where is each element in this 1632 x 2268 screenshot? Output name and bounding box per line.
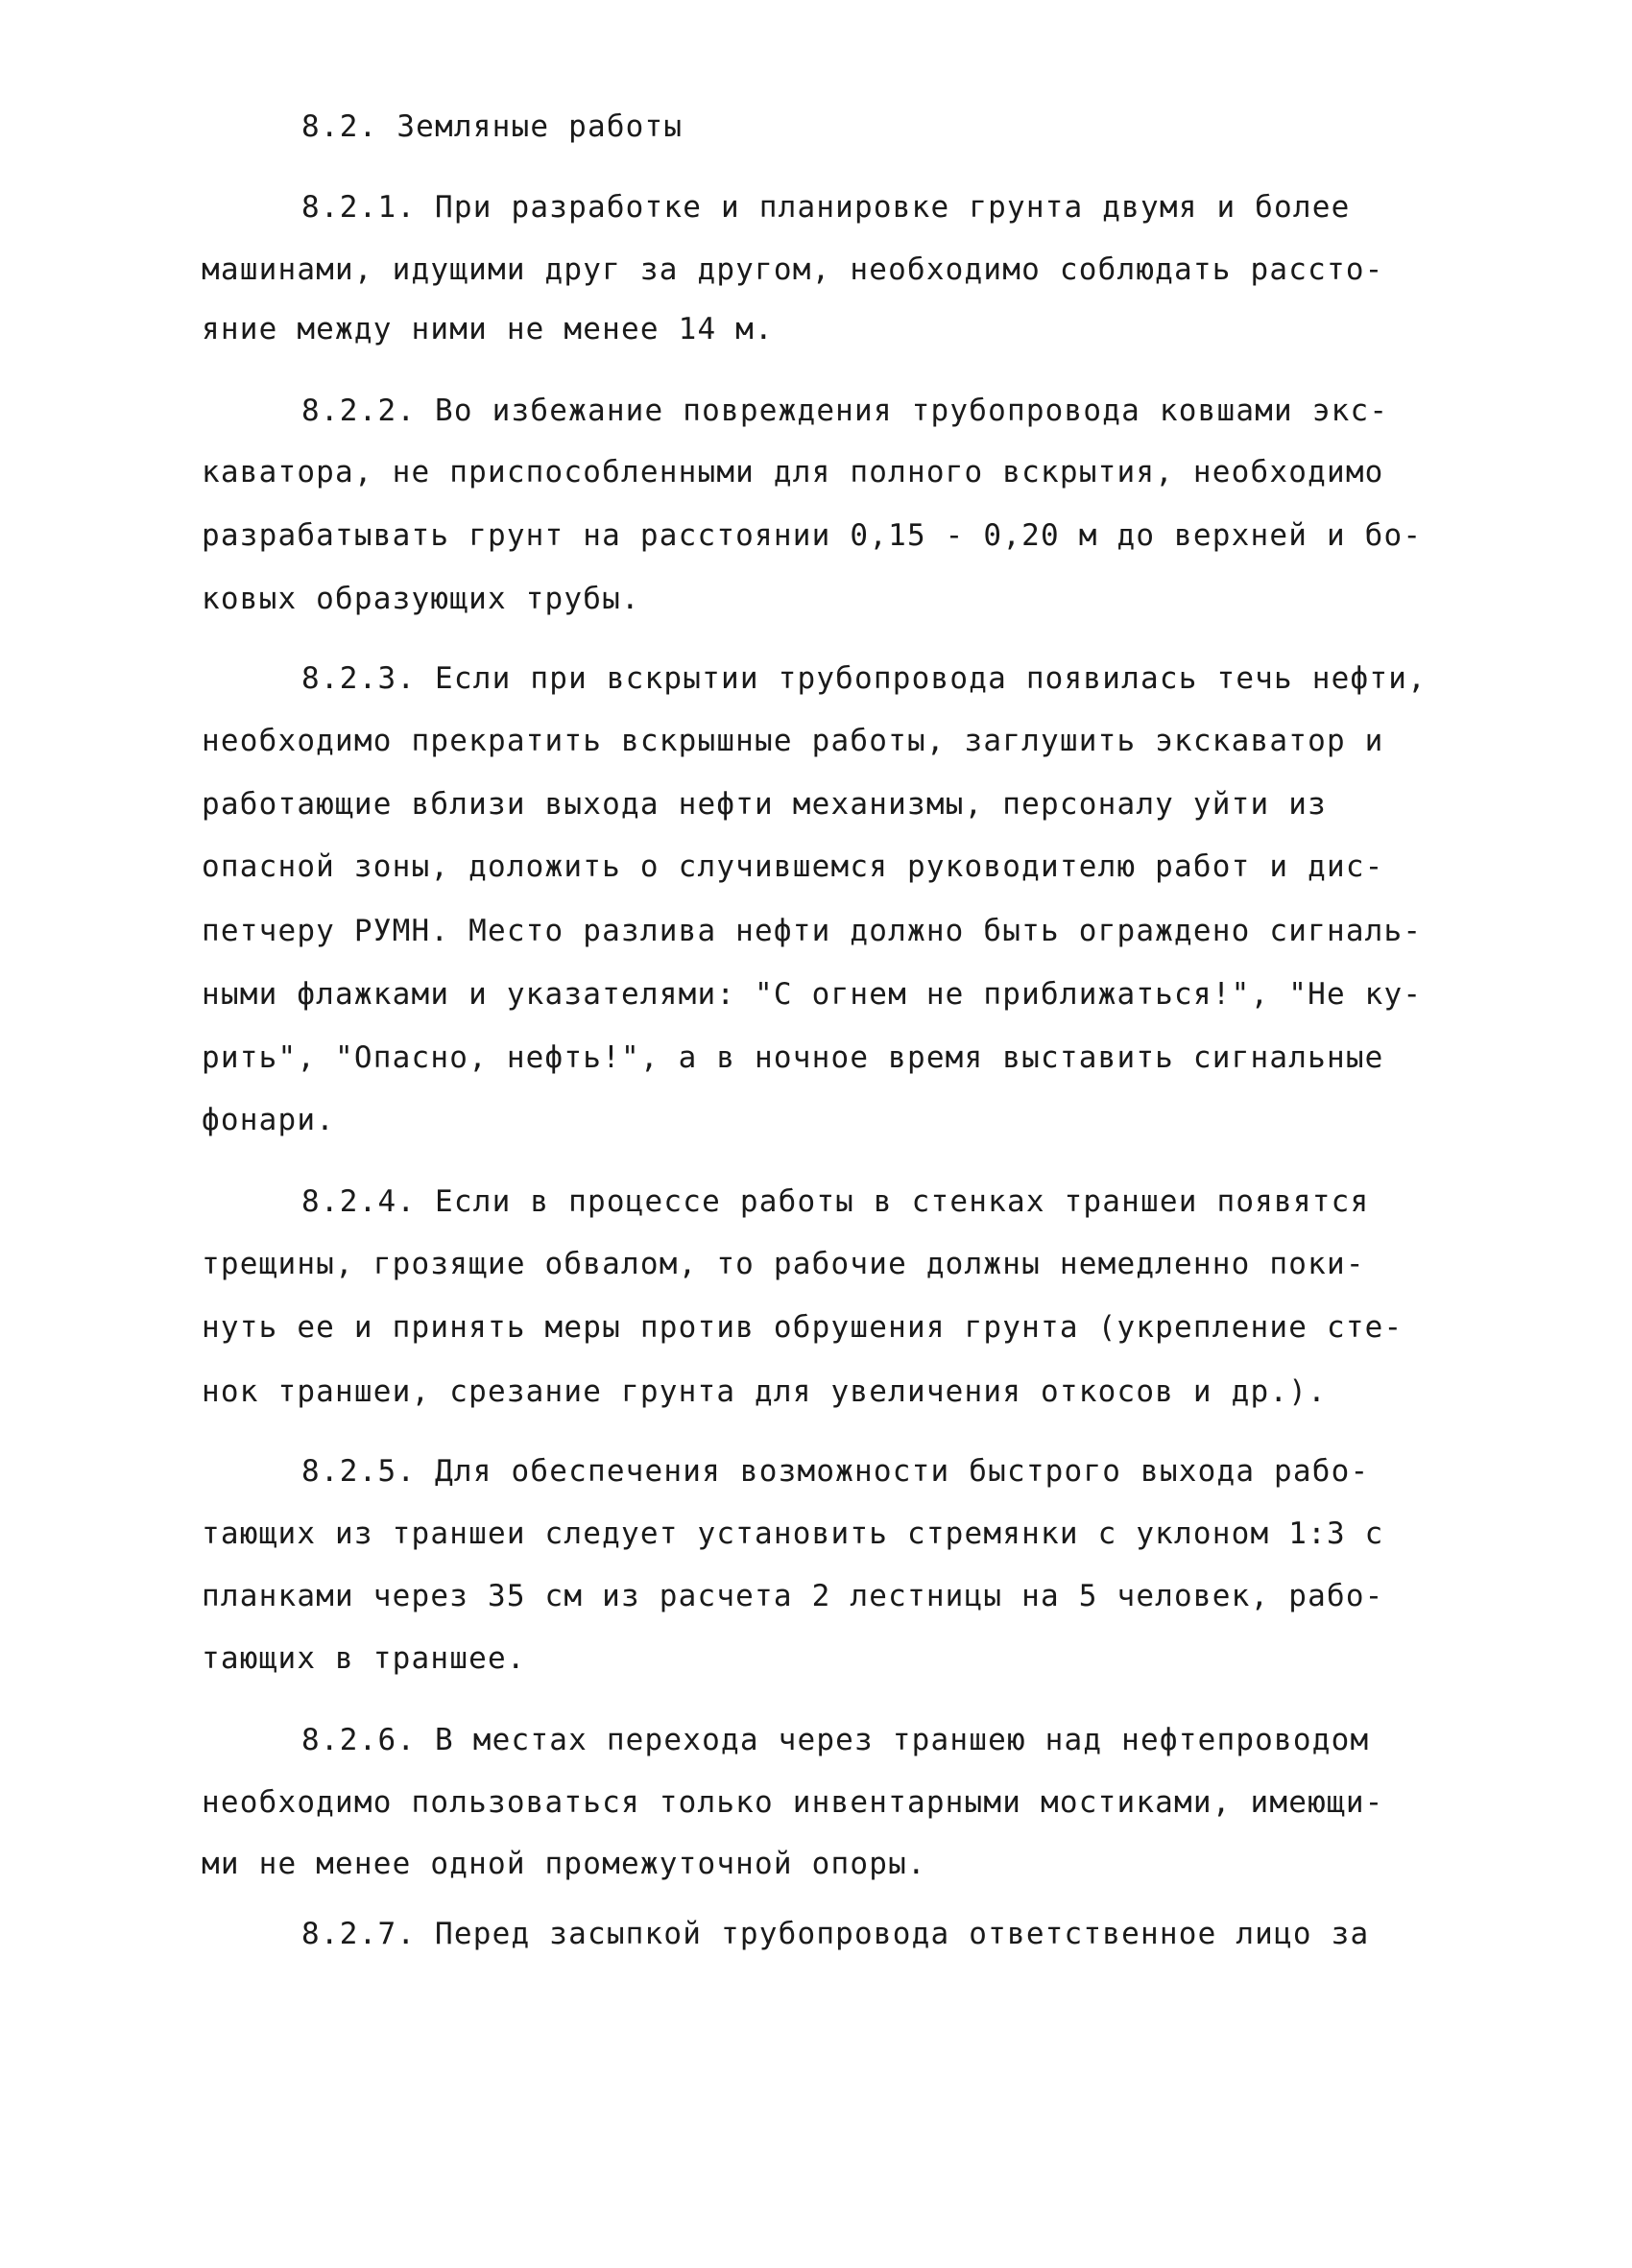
paragraph-line: необходимо прекратить вскрышные работы, заглушить экскаватор и [202, 724, 1384, 758]
paragraph-line: ными флажками и указателями: "С огнем не приближаться!", "Не ку- [202, 977, 1423, 1012]
paragraph-line: 8.2.3. Если при вскрытии трубопровода появилась течь нефти, [301, 661, 1427, 696]
paragraph-line: каватора, не приспособленными для полного вскрытия, необходимо [202, 455, 1384, 489]
paragraph-line: тающих в траншее. [202, 1641, 526, 1676]
paragraph-line: ми не менее одной промежуточной опоры. [202, 1847, 926, 1881]
paragraph-line: петчеру РУМН. Место разлива нефти должно быть ограждено сигналь- [202, 914, 1423, 948]
paragraph-line: нуть ее и принять меры против обрушения грунта (укрепление сте- [202, 1310, 1404, 1345]
paragraph-line: работающие вблизи выхода нефти механизмы, персоналу уйти из [202, 787, 1327, 822]
paragraph-line: планками через 35 см из расчета 2 лестницы на 5 человек, рабо- [202, 1579, 1384, 1613]
paragraph-line: необходимо пользоваться только инвентарными мостиками, имеющи- [202, 1785, 1384, 1820]
paragraph-line: разрабатывать грунт на расстоянии 0,15 - 0,20 м до верхней и бо- [202, 518, 1423, 553]
paragraph-line: 8.2.6. В местах перехода через траншею над нефтепроводом [301, 1723, 1370, 1757]
paragraph-line: трещины, грозящие обвалом, то рабочие должны немедленно поки- [202, 1247, 1365, 1281]
section-heading: 8.2. Земляные работы [301, 109, 684, 144]
paragraph-line: рить", "Опасно, нефть!", а в ночное время выставить сигнальные [202, 1040, 1384, 1075]
paragraph-line: тающих из траншеи следует установить стремянки с уклоном 1:3 с [202, 1516, 1384, 1551]
paragraph-line: машинами, идущими друг за другом, необходимо соблюдать рассто- [202, 252, 1384, 287]
paragraph-line: фонари. [202, 1103, 336, 1137]
paragraph-line: 8.2.1. При разработке и планировке грунта двумя и более [301, 190, 1351, 225]
paragraph-line: ковых образующих трубы. [202, 582, 640, 616]
paragraph-line: нок траншеи, срезание грунта для увеличения откосов и др.). [202, 1374, 1327, 1409]
paragraph-line: опасной зоны, доложить о случившемся руководителю работ и дис- [202, 849, 1384, 884]
paragraph-line: 8.2.4. Если в процессе работы в стенках траншеи появятся [301, 1184, 1370, 1219]
paragraph-line: яние между ними не менее 14 м. [202, 312, 774, 346]
paragraph-line: 8.2.2. Во избежание повреждения трубопровода ковшами экс- [301, 394, 1389, 428]
paragraph-line: 8.2.7. Перед засыпкой трубопровода ответственное лицо за [301, 1917, 1370, 1951]
paragraph-line: 8.2.5. Для обеспечения возможности быстрого выхода рабо- [301, 1454, 1370, 1489]
